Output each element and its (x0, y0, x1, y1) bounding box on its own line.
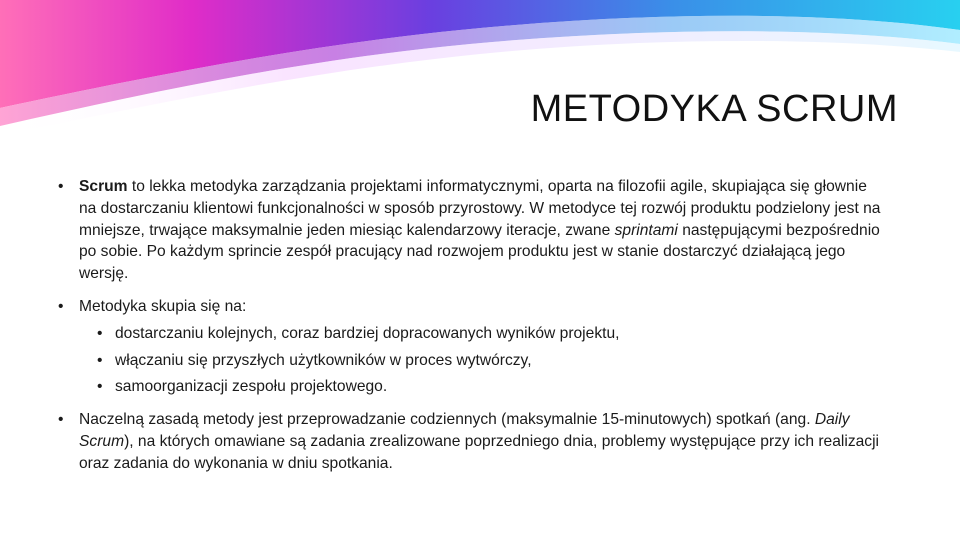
daily-scrum-text-2: ), na których omawiane są zadania zrealizowane poprzedniego dnia, problemy występujące przy ich realizacji oraz zadania do wykonania w dniu spotkania. (79, 432, 880, 472)
sub-bullet-item (58, 323, 888, 345)
bullet-method-focus (58, 296, 888, 318)
sub-bullet-item (58, 350, 888, 372)
sub-bullet-text: samoorganizacji zespołu projektowego. (115, 378, 388, 396)
method-focus-text: Metodyka skupia się na: (79, 297, 247, 315)
scrum-definition-text-1: to lekka metodyka zarządzania projektami informatycznymi, oparta na filozofii agile, skupiająca się głownie na dostarczaniu klientowi funkcjonalności w sposób przyrostowy. W metodyce tej rozwój produktu podzielony jest na mniejsze, trwające maksymalnie jeden miesiąc kalendarzowy iteracje, zwane (79, 178, 881, 239)
bullet-icon: • (97, 351, 103, 369)
bullet-icon: • (97, 324, 103, 342)
sub-bullet-text: dostarczaniu kolejnych, coraz bardziej dopracowanych wyników projektu, (115, 324, 620, 342)
term-sprintami: sprintami (614, 221, 678, 239)
daily-scrum-text-1: Naczelną zasadą metody jest przeprowadzanie codziennych (maksymalnie 15-minutowych) spotkań (ang. (79, 411, 815, 429)
term-scrum: Scrum (79, 178, 128, 195)
bullet-icon: • (97, 378, 103, 396)
slide-title: METODYKA SCRUM (530, 88, 898, 130)
sub-bullet-text: włączaniu się przyszłych użytkowników w proces wytwórczy, (115, 351, 532, 369)
bullet-icon: • (58, 297, 64, 315)
scrum-definition-text-2: następującymi bezpośrednio po sobie. Po każdym sprincie zespół pracujący nad rozwojem produktu jest w stanie dostarczyć działającą jego wersję. (79, 221, 880, 283)
term-daily-scrum: Daily Scrum (79, 411, 850, 450)
bullet-daily-scrum (58, 409, 888, 474)
slide-content (58, 176, 888, 475)
bullet-scrum-definition (58, 176, 888, 285)
bullet-icon: • (58, 178, 64, 195)
bullet-icon: • (58, 411, 64, 429)
sub-bullet-item (58, 376, 888, 398)
